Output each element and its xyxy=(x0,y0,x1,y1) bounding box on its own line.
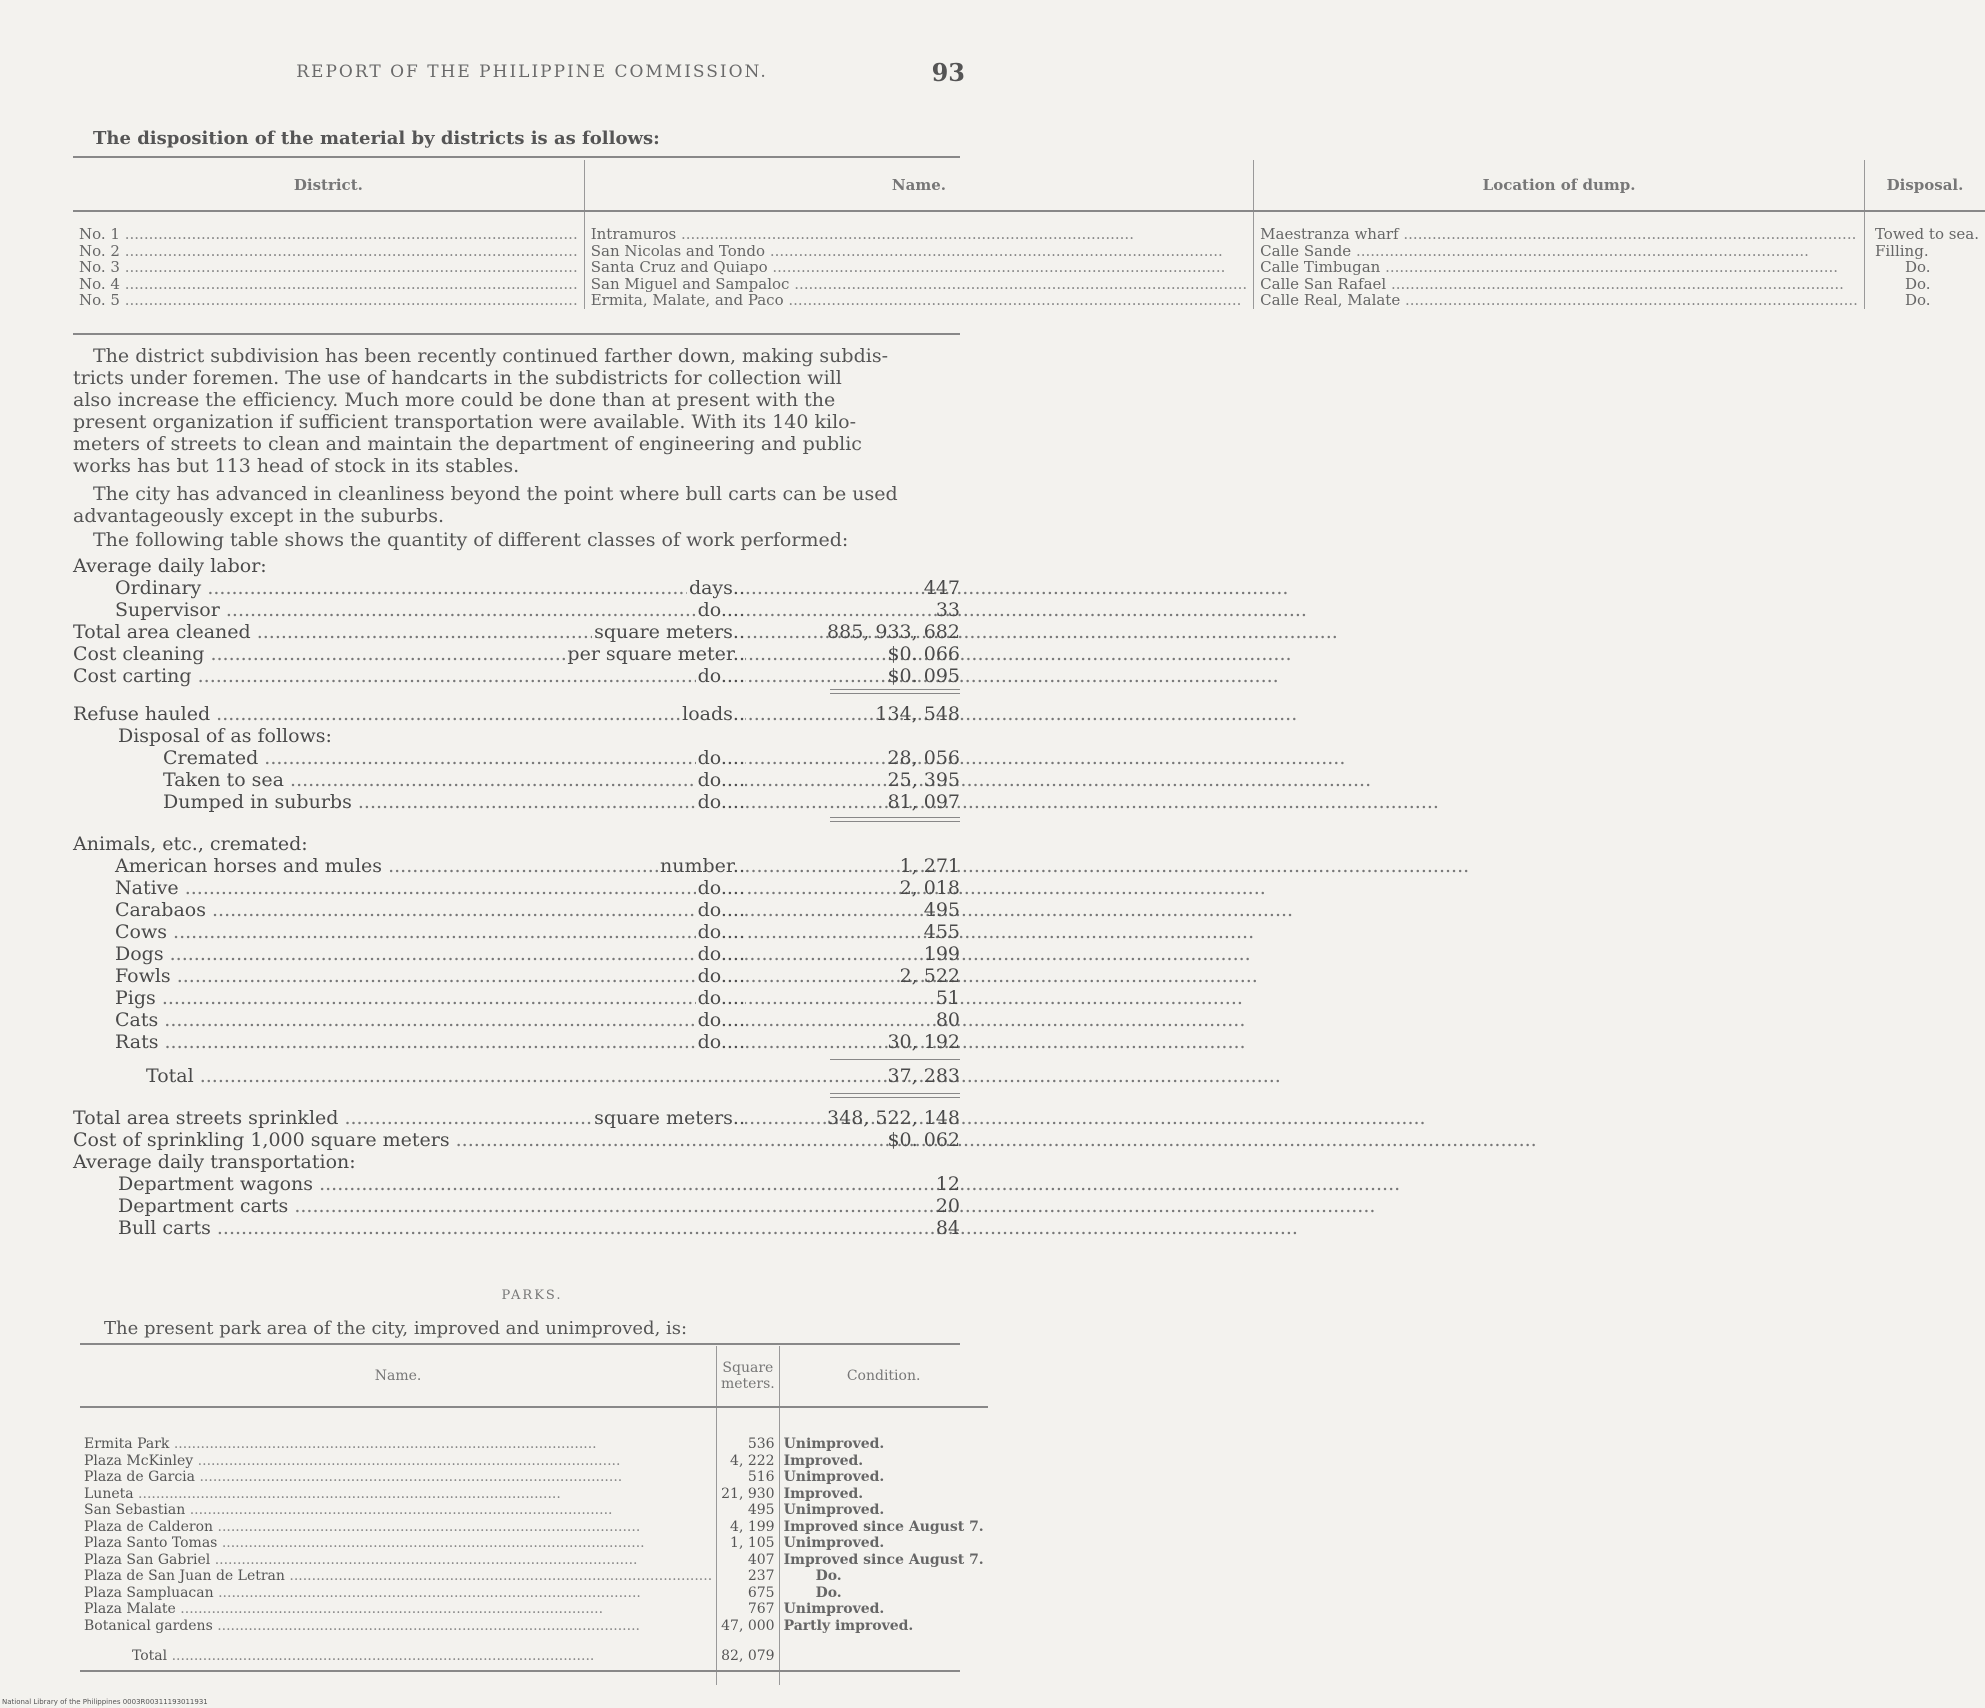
table-bottom-rule xyxy=(73,333,960,335)
table-top-rule xyxy=(73,156,960,158)
park-name: Plaza Sampluacan ..... xyxy=(80,1585,717,1602)
park-area: 237 xyxy=(717,1568,779,1585)
col-district: District. xyxy=(73,160,584,211)
district-cell: No. 2 ..... xyxy=(73,243,584,260)
district-cell: Filling. xyxy=(1874,241,1929,260)
park-row xyxy=(80,1486,988,1503)
park-row xyxy=(80,1585,988,1602)
park-area: 516 xyxy=(717,1469,779,1486)
paragraph-line: meters of streets to clean and maintain the department of engineering and public xyxy=(73,433,862,455)
park-area: 4, 222 xyxy=(717,1453,779,1470)
park-name: Plaza de Calderon ..... xyxy=(80,1519,717,1536)
refuse-disposal-row: Dumped in suburbs ..... do.... 81, 097 xyxy=(73,791,960,813)
district-row xyxy=(73,292,1985,309)
park-area: 21, 930 xyxy=(717,1486,779,1503)
park-area: 767 xyxy=(717,1601,779,1618)
district-cell: Calle Sande ..... xyxy=(1254,243,1865,260)
district-cell: Maestranza wharf ..... xyxy=(1254,211,1865,243)
paragraph-line: also increase the efficiency. Much more could be done than at present with the xyxy=(73,389,836,411)
park-area: 4, 199 xyxy=(717,1519,779,1536)
parks-table-body xyxy=(80,1407,988,1685)
district-row xyxy=(73,259,1985,276)
parks-heading: PARKS. xyxy=(501,1288,563,1303)
park-name: Luneta ..... xyxy=(80,1486,717,1503)
animal-row: Rats ..... do.... 30, 192 xyxy=(73,1031,960,1053)
park-row xyxy=(80,1469,988,1486)
district-cell: Calle San Rafael ..... xyxy=(1254,276,1865,293)
total-row: Cost cleaning ..... per square meter.. $0. 066 xyxy=(73,643,960,665)
col-park-name: Name. xyxy=(80,1346,717,1407)
district-cell: No. 3 ..... xyxy=(73,259,584,276)
district-row xyxy=(73,211,1985,243)
park-name: Ermita Park ..... xyxy=(80,1436,717,1453)
district-cell: Calle Timbugan ..... xyxy=(1254,259,1865,276)
district-table xyxy=(73,160,1985,309)
paragraph-line: advantageously except in the suburbs. xyxy=(73,505,445,527)
district-cell: Ermita, Malate, and Paco ..... xyxy=(584,292,1253,309)
district-cell: San Miguel and Sampaloc ..... xyxy=(584,276,1253,293)
labor-row: Ordinary ..... days.. 447 xyxy=(73,577,960,599)
park-condition: Do. xyxy=(815,1568,842,1584)
animal-row: Dogs ..... do.... 199 xyxy=(73,943,960,965)
district-cell: Towed to sea. xyxy=(1874,225,1980,243)
total-row: Cost carting ..... do.... $0. 095 xyxy=(73,665,960,687)
district-cell: No. 4 ..... xyxy=(73,276,584,293)
park-row xyxy=(80,1519,988,1536)
park-name: Plaza de San Juan de Letran ..... xyxy=(80,1568,717,1585)
park-row xyxy=(80,1601,988,1618)
animal-row: Carabaos ..... do.... 495 xyxy=(73,899,960,921)
transport-row: Department carts ..... 20 xyxy=(73,1195,960,1217)
paragraph-line: The city has advanced in cleanliness beyond the point where bull carts can be used xyxy=(93,483,898,505)
park-area: 407 xyxy=(717,1552,779,1569)
animals-total-row: Total ..... 37, 283 xyxy=(73,1065,960,1087)
transport-heading: Average daily transportation: xyxy=(73,1151,356,1173)
animal-row: Fowls ..... do.... 2, 522 xyxy=(73,965,960,987)
paragraph-line: tricts under foremen. The use of handcarts in the subdistricts for collection will xyxy=(73,367,842,389)
animals-heading: Animals, etc., cremated: xyxy=(73,833,308,855)
parks-table xyxy=(80,1346,988,1685)
park-name: Plaza de Garcia ..... xyxy=(80,1469,717,1486)
park-area: 1, 105 xyxy=(717,1535,779,1552)
park-area: 675 xyxy=(717,1585,779,1602)
double-rule xyxy=(830,817,960,822)
double-rule xyxy=(830,689,960,694)
refuse-disposal-row: Taken to sea ..... do.... 25, 395 xyxy=(73,769,960,791)
district-cell: Calle Real, Malate ..... xyxy=(1254,292,1865,309)
park-condition: Improved. xyxy=(783,1485,864,1502)
parks-intro: The present park area of the city, improved and unimproved, is: xyxy=(104,1318,688,1339)
sum-rule xyxy=(830,1059,960,1060)
park-row xyxy=(80,1502,988,1519)
park-name: Plaza Malate ..... xyxy=(80,1601,717,1618)
running-header: REPORT OF THE PHILIPPINE COMMISSION. xyxy=(296,62,768,82)
labor-heading: Average daily labor: xyxy=(73,555,267,577)
parks-total-row xyxy=(80,1648,988,1665)
col-name: Name. xyxy=(584,160,1253,211)
district-table-body xyxy=(73,211,1985,309)
animal-row: Cats ..... do.... 80 xyxy=(73,1009,960,1031)
park-condition: Do. xyxy=(815,1584,842,1601)
parks-bottom-rule xyxy=(80,1670,960,1672)
col-condition: Condition. xyxy=(846,1368,921,1384)
park-row xyxy=(80,1535,988,1552)
district-row xyxy=(73,276,1985,293)
park-name: Plaza McKinley ..... xyxy=(80,1453,717,1470)
district-cell: No. 1 ..... xyxy=(73,211,584,243)
intro-sentence: The disposition of the material by districts is as follows: xyxy=(93,128,660,149)
scan-footer: National Library of the Philippines 0003R00311193011931 xyxy=(2,1698,208,1706)
animal-row: Pigs ..... do.... 51 xyxy=(73,987,960,1009)
parks-total-label: Total ..... xyxy=(80,1648,717,1665)
park-condition: Improved since August 7. xyxy=(783,1551,984,1568)
park-condition: Partly improved. xyxy=(783,1617,914,1634)
paragraph-line: The district subdivision has been recently continued farther down, making subdis- xyxy=(93,345,888,367)
park-name: Botanical gardens ..... xyxy=(80,1618,717,1635)
labor-row: Supervisor ..... do.... 33 xyxy=(73,599,960,621)
park-condition: Improved. xyxy=(783,1452,864,1469)
parks-top-rule xyxy=(80,1343,960,1345)
refuse-disposal-row: Cremated ..... do.... 28, 056 xyxy=(73,747,960,769)
animal-row: Cows ..... do.... 455 xyxy=(73,921,960,943)
district-cell: No. 5 ..... xyxy=(73,292,584,309)
paragraph-line: present organization if sufficient transportation were available. With its 140 kilo- xyxy=(73,411,856,433)
district-row xyxy=(73,243,1985,260)
district-cell: San Nicolas and Tondo ..... xyxy=(584,243,1253,260)
park-area: 47, 000 xyxy=(717,1618,779,1635)
park-area: 536 xyxy=(717,1436,779,1453)
district-cell: Do. xyxy=(1904,274,1931,293)
district-cell: Do. xyxy=(1904,291,1931,309)
transport-row: Bull carts ..... 84 xyxy=(73,1217,960,1239)
park-name: Plaza San Gabriel ..... xyxy=(80,1552,717,1569)
district-cell: Intramuros ..... xyxy=(584,211,1253,243)
park-condition: Unimproved. xyxy=(783,1601,885,1617)
work-statistics xyxy=(73,555,960,1239)
park-row xyxy=(80,1453,988,1470)
paragraph-line: The following table shows the quantity of different classes of work performed: xyxy=(93,529,849,551)
park-condition: Unimproved. xyxy=(783,1502,885,1518)
park-area: 495 xyxy=(717,1502,779,1519)
park-name: San Sebastian ..... xyxy=(80,1502,717,1519)
park-condition: Unimproved. xyxy=(783,1436,885,1452)
park-condition: Unimproved. xyxy=(783,1535,885,1551)
park-row xyxy=(80,1436,988,1453)
district-cell: Santa Cruz and Quiapo ..... xyxy=(584,259,1253,276)
double-rule xyxy=(830,1093,960,1098)
animal-row: Native ..... do.... 2, 018 xyxy=(73,877,960,899)
refuse-row: Refuse hauled ..... loads.. 134, 548 xyxy=(73,703,960,725)
sprinkling-row: Total area streets sprinkled ..... square meters.. 348, 522, 148 xyxy=(73,1107,960,1129)
park-name: Plaza Santo Tomas ..... xyxy=(80,1535,717,1552)
park-row xyxy=(80,1618,988,1635)
col-square-meters: Square meters. xyxy=(717,1346,779,1407)
col-disposal: Disposal. xyxy=(1886,176,1964,194)
paragraph-line: works has but 113 head of stock in its stables. xyxy=(73,455,520,477)
transport-row: Department wagons ..... 12 xyxy=(73,1173,960,1195)
animal-row: American horses and mules ..... number.. 1, 271 xyxy=(73,855,960,877)
park-row xyxy=(80,1552,988,1569)
park-condition: Unimproved. xyxy=(783,1469,885,1485)
park-row xyxy=(80,1568,988,1585)
page-number: 93 xyxy=(931,58,965,87)
park-condition: Improved since August 7. xyxy=(783,1518,984,1535)
refuse-subheading: Disposal of as follows: xyxy=(118,725,332,747)
col-location: Location of dump. xyxy=(1254,160,1865,211)
district-cell: Do. xyxy=(1904,258,1931,276)
total-row: Total area cleaned ..... square meters.. 885, 933, 682 xyxy=(73,621,960,643)
parks-total-value: 82, 079 xyxy=(717,1648,779,1665)
sprinkling-row: Cost of sprinkling 1,000 square meters ..... $0. 062 xyxy=(73,1129,960,1151)
